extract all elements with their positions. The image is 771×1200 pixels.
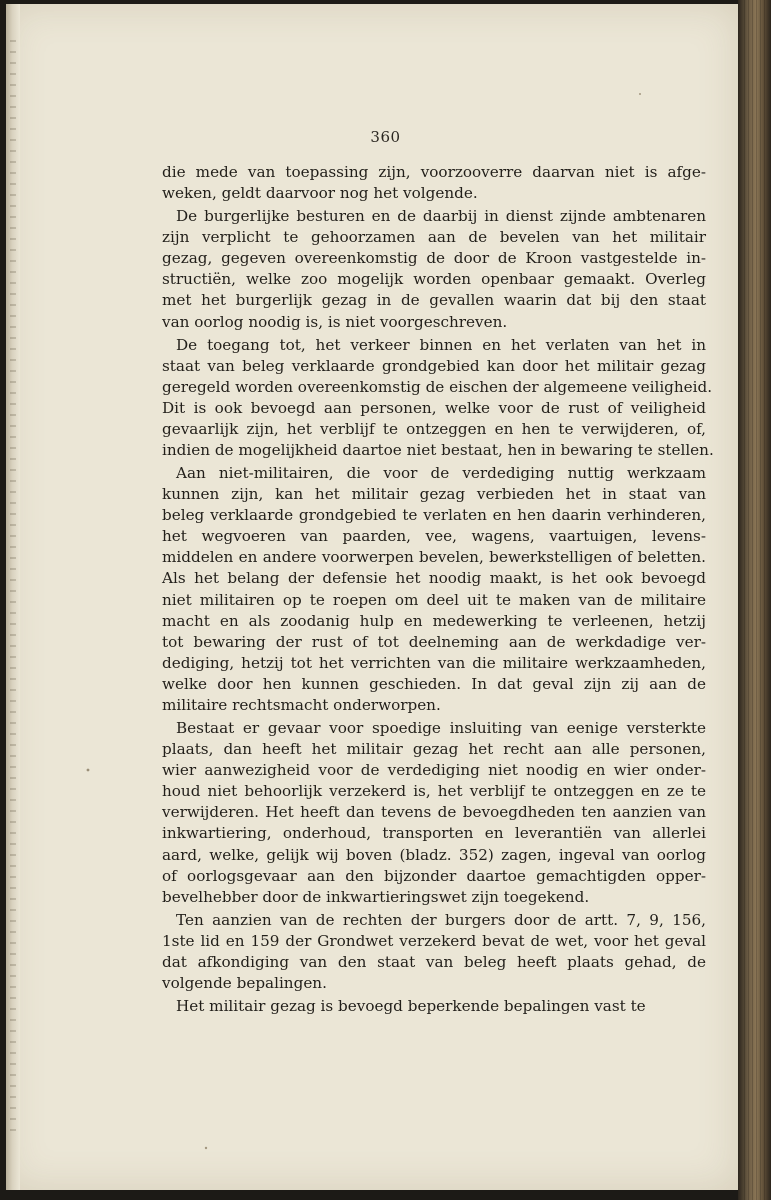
text-line: Als het belang der defensie het noodig maakt, is het ook bevoegd [162, 569, 706, 588]
text-line: met het burgerlijk gezag in de gevallen waarin dat bij den staat [162, 291, 706, 310]
book-spine-texture [744, 0, 766, 1200]
paragraph [162, 718, 706, 908]
text-line: structiën, welke zoo mogelijk worden openbaar gemaakt. Overleg [162, 270, 706, 289]
text-line: Dit is ook bevoegd aan personen, welke voor de rust of veiligheid [162, 398, 706, 417]
text-line: De burgerlijke besturen en de daarbij in dienst zijnde ambtenaren [176, 207, 706, 226]
body-text [162, 162, 714, 1019]
page-left-edge-texture [10, 40, 16, 1140]
text-line: beleg verklaarde grondgebied te verlaten en hen daarin verhinderen, [162, 506, 706, 525]
paragraph [162, 463, 706, 716]
text-line: wier aanwezigheid voor de verdediging niet noodig en wier onder- [162, 761, 706, 780]
text-line: militaire rechtsmacht onderworpen. [162, 696, 441, 715]
text-line: Het militair gezag is bevoegd beperkende bepalingen vast te [176, 997, 646, 1015]
text-line: Aan niet-militairen, die voor de verdediging nuttig werkzaam [176, 463, 706, 482]
paragraph [162, 162, 706, 204]
text-line: kunnen zijn, kan het militair gezag verbieden het in staat van [162, 485, 706, 504]
paragraph [162, 910, 706, 994]
text-line: inkwartiering, onderhoud, transporten en leverantiën van allerlei [162, 824, 706, 843]
text-line: plaats, dan heeft het militair gezag het recht aan alle personen, [162, 740, 706, 759]
text-line: aard, welke, gelijk wij boven (bladz. 352) zagen, ingeval van oorlog [162, 845, 706, 864]
text-line: zijn verplicht te gehoorzamen aan de bevelen van het militair [162, 228, 706, 247]
text-line: die mede van toepassing zijn, voorzooverre daarvan niet is afge- [162, 163, 706, 181]
text-line: van oorlog noodig is, is niet voorgeschreven. [162, 312, 508, 331]
paragraph-gap [162, 1017, 706, 1019]
paragraph [162, 996, 706, 1017]
text-line: het wegvoeren van paarden, vee, wagens, vaartuigen, levens- [162, 527, 706, 546]
text-line: verwijderen. Het heeft dan tevens de bevoegdheden ten aanzien van [162, 803, 706, 822]
text-line: volgende bepalingen. [162, 974, 327, 993]
text-line: 1ste lid en 159 der Grondwet verzekerd bevat de wet, voor het geval [162, 931, 706, 950]
text-line: macht en als zoodanig hulp en medewerking te verleenen, hetzij [162, 611, 706, 630]
text-line: De toegang tot, het verkeer binnen en het verlaten van het in [176, 335, 706, 354]
text-line: Ten aanzien van de rechten der burgers door de artt. 7, 9, 156, [176, 910, 706, 929]
text-line: niet militairen op te roepen om deel uit te maken van de militaire [162, 590, 706, 609]
text-line: Bestaat er gevaar voor spoedige insluiting van eenige versterkte [176, 719, 706, 737]
text-line: bevelhebber door de inkwartieringswet zijn toegekend. [162, 887, 590, 906]
text-line: tot bewaring der rust of tot deelneming aan de werkdadige ver- [162, 632, 706, 651]
text-line: welke door hen kunnen geschieden. In dat geval zijn zij aan de [162, 674, 706, 693]
text-line: dat afkondiging van den staat van beleg heeft plaats gehad, de [162, 952, 706, 971]
text-line: gevaarlijk zijn, het verblijf te ontzeggen en hen te verwijderen, of, [162, 419, 706, 438]
text-line: middelen en andere voorwerpen bevelen, bewerkstelligen of beletten. [162, 548, 706, 567]
text-line: staat van beleg verklaarde grondgebied kan door het militair gezag [162, 356, 706, 375]
text-line: geregeld worden overeenkomstig de eischen der algemeene veiligheid. [162, 377, 713, 396]
text-line: indien de mogelijkheid daartoe niet bestaat, hen in bewaring te stellen. [162, 441, 714, 459]
paragraph [162, 206, 706, 333]
text-line: dediging, hetzij tot het verrichten van die militaire werkzaamheden, [162, 653, 706, 672]
text-line: weken, geldt daarvoor nog het volgende. [162, 184, 478, 203]
paragraph [162, 335, 714, 462]
text-line: of oorlogsgevaar aan den bijzonder daartoe gemachtigden opper- [162, 866, 706, 885]
page-number: 360 [370, 128, 401, 146]
text-line: gezag, gegeven overeenkomstig de door de Kroon vastgestelde in- [162, 249, 706, 268]
text-line: houd niet behoorlijk verzekerd is, het verblijf te ontzeggen en ze te [162, 782, 706, 801]
